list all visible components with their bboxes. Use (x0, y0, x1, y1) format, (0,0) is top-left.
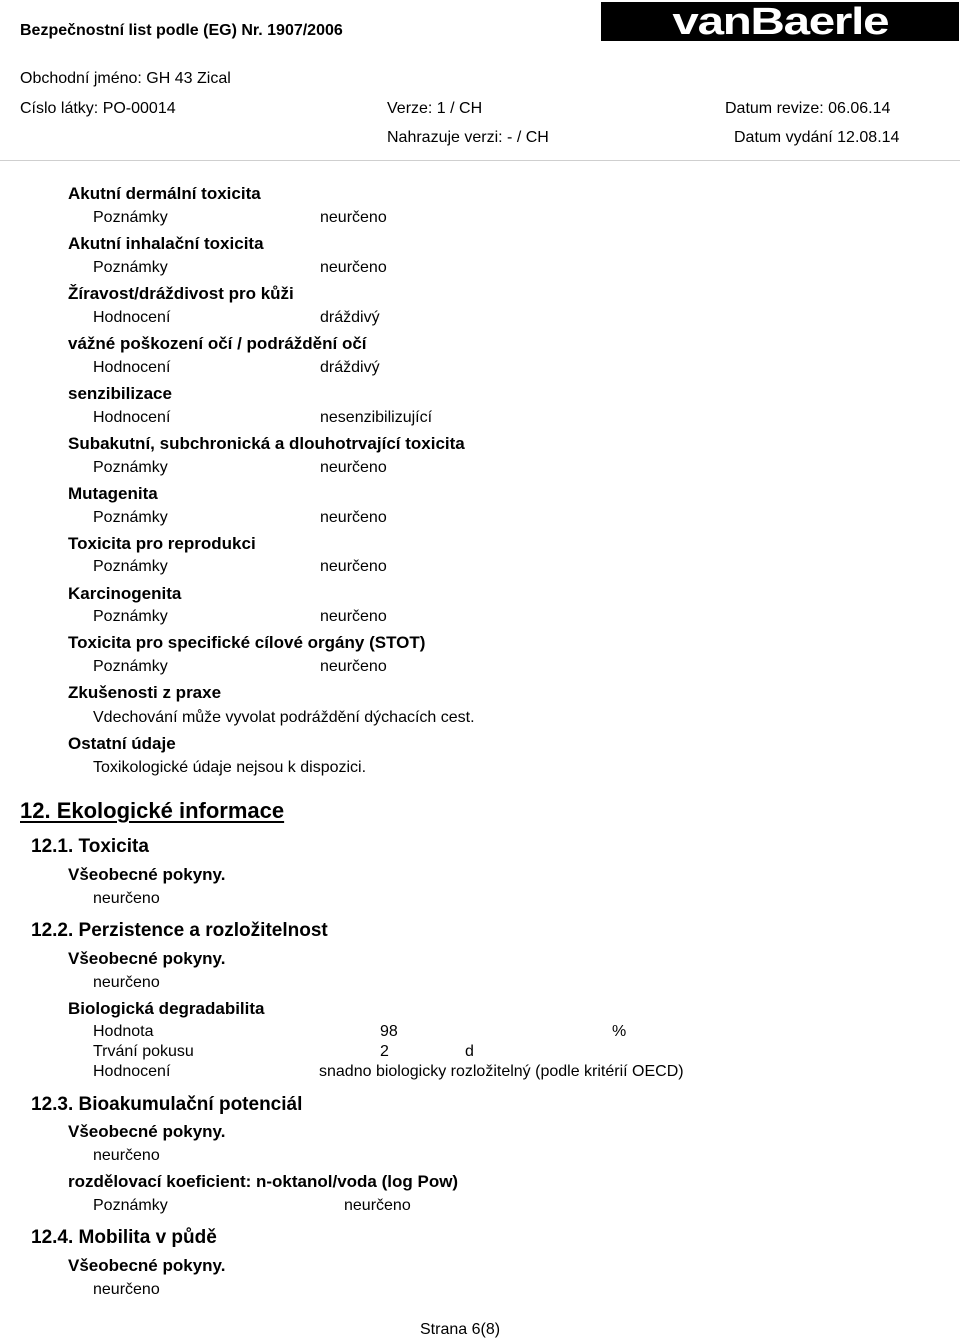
tox-value: neurčeno (320, 558, 387, 575)
biodegradability-heading: Biologická degradabilita (68, 999, 265, 1018)
tox-label: Poznámky (93, 459, 168, 476)
experience-text: Vdechování může vyvolat podráždění dýchacích cest. (93, 709, 475, 726)
tox-label: Poznámky (93, 658, 168, 675)
general-notes-heading: Všeobecné pokyny. (68, 865, 226, 884)
tox-label: Poznámky (93, 558, 168, 575)
section-12-title: 12. Ekologické informace (20, 798, 285, 823)
experience-heading: Zkušenosti z praxe (68, 683, 222, 702)
tox-label: Poznámky (93, 209, 168, 226)
subsection-12-2-title: 12.2. Perzistence a rozložitelnost (31, 920, 328, 941)
biodeg-row-unit: % (612, 1023, 627, 1040)
revision-date: Datum revize: 06.06.14 (725, 100, 891, 117)
version: Verze: 1 / CH (387, 100, 483, 117)
tox-label: Hodnocení (93, 359, 171, 376)
biodeg-row-label: Trvání pokusu (93, 1043, 194, 1060)
tox-value: neurčeno (320, 509, 387, 526)
log-pow-heading: rozdělovací koeficient: n-oktanol/voda (log Pow) (68, 1172, 459, 1191)
header-divider (0, 160, 960, 161)
replaces-version: Nahrazuje verzi: - / CH (387, 129, 549, 146)
tox-value: dráždivý (320, 309, 380, 326)
general-notes-heading: Všeobecné pokyny. (68, 1256, 226, 1275)
subsection-12-4-title: 12.4. Mobilita v půdě (31, 1227, 217, 1248)
page-number: Strana 6(8) (420, 1321, 501, 1338)
log-pow-value: neurčeno (344, 1197, 411, 1214)
other-heading: Ostatní údaje (68, 734, 176, 753)
tox-heading-skin: Žíravost/dráždivost pro kůži (68, 284, 294, 303)
biodeg-row-value: snadno biologicky rozložitelný (podle kritérií OECD) (319, 1063, 684, 1080)
tox-heading-subacute: Subakutní, subchronická a dlouhotrvající toxicita (68, 434, 465, 453)
general-notes-heading: Všeobecné pokyny. (68, 949, 226, 968)
tox-heading-inhalation: Akutní inhalační toxicita (68, 234, 264, 253)
document-title: Bezpečnostní list podle (EG) Nr. 1907/2006 (20, 22, 343, 39)
tox-heading-reproduction: Toxicita pro reprodukci (68, 534, 256, 553)
tox-heading-carcinogenicity: Karcinogenita (68, 584, 182, 603)
log-pow-label: Poznámky (93, 1197, 168, 1214)
biodeg-row-unit: d (465, 1043, 474, 1060)
tox-heading-sensitisation: senzibilizace (68, 384, 172, 403)
tox-value: nesenzibilizující (320, 409, 433, 426)
issue-date: Datum vydání 12.08.14 (734, 129, 900, 146)
subsection-12-3-title: 12.3. Bioakumulační potenciál (31, 1094, 303, 1115)
tox-heading-mutagenicity: Mutagenita (68, 484, 158, 503)
other-text: Toxikologické údaje nejsou k dispozici. (93, 759, 367, 776)
general-notes-value: neurčeno (93, 974, 160, 991)
tox-value: dráždivý (320, 359, 380, 376)
trade-name: Obchodní jméno: GH 43 Zical (20, 70, 231, 87)
substance-number: Císlo látky: PO-00014 (20, 100, 176, 117)
tox-heading-stot: Toxicita pro specifické cílové orgány (STOT) (68, 633, 426, 652)
tox-label: Poznámky (93, 509, 168, 526)
general-notes-heading: Všeobecné pokyny. (68, 1122, 226, 1141)
subsection-12-1-title: 12.1. Toxicita (31, 836, 149, 857)
tox-heading-eye: vážné poškození očí / podráždění očí (68, 334, 367, 353)
tox-value: neurčeno (320, 459, 387, 476)
biodeg-row-label: Hodnota (93, 1023, 154, 1040)
tox-value: neurčeno (320, 608, 387, 625)
tox-label: Hodnocení (93, 409, 171, 426)
tox-label: Hodnocení (93, 309, 171, 326)
biodeg-row-value: 98 (380, 1023, 398, 1040)
vanbaerle-logo: vanBaerle (601, 2, 959, 41)
tox-label: Poznámky (93, 608, 168, 625)
tox-label: Poznámky (93, 259, 168, 276)
general-notes-value: neurčeno (93, 890, 160, 907)
biodeg-row-value: 2 (380, 1043, 389, 1060)
general-notes-value: neurčeno (93, 1147, 160, 1164)
general-notes-value: neurčeno (93, 1281, 160, 1298)
tox-value: neurčeno (320, 259, 387, 276)
biodeg-row-label: Hodnocení (93, 1063, 171, 1080)
tox-value: neurčeno (320, 658, 387, 675)
tox-value: neurčeno (320, 209, 387, 226)
tox-heading-dermal: Akutní dermální toxicita (68, 184, 261, 203)
